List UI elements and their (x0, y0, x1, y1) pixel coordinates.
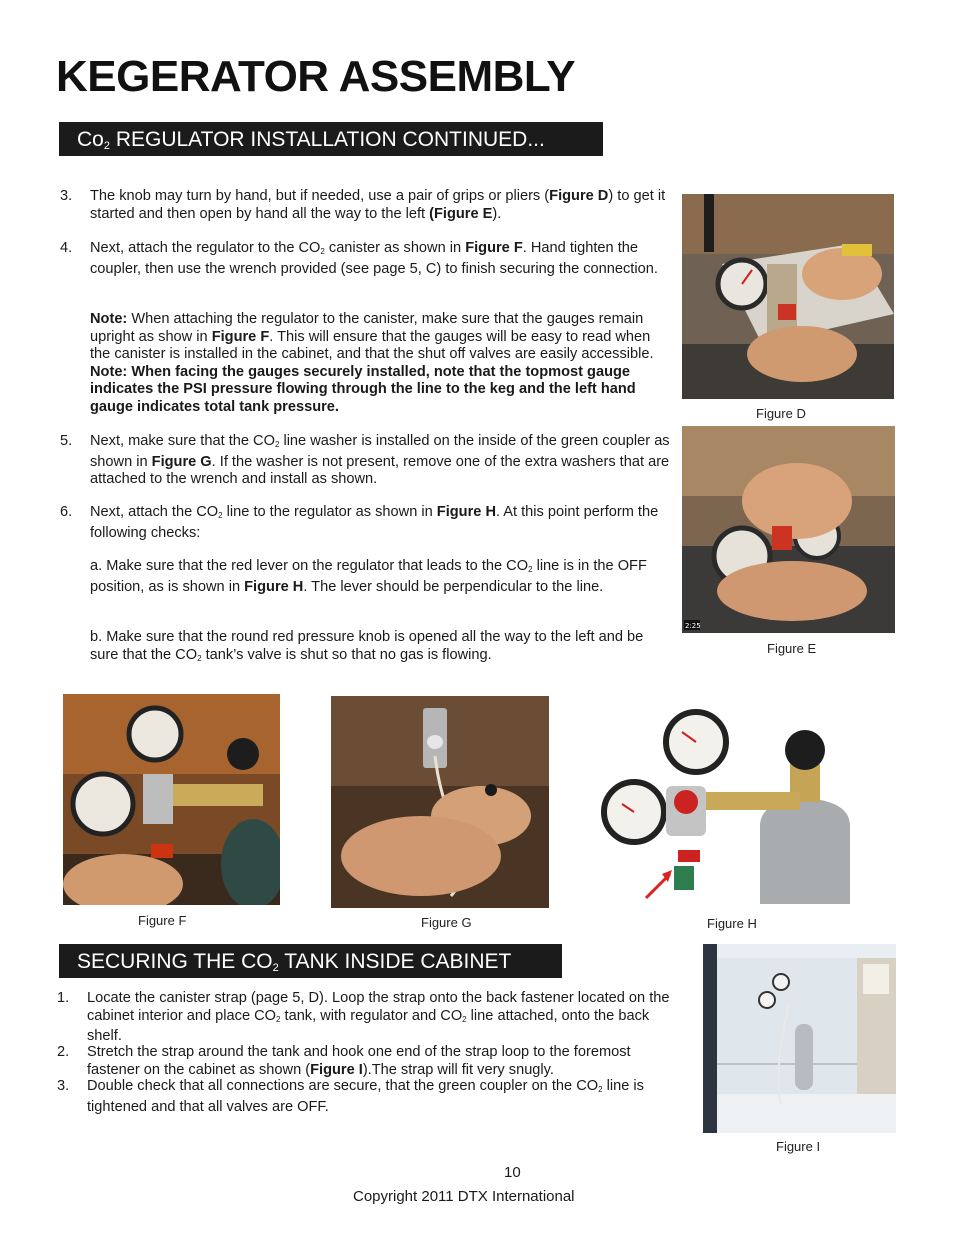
figure-d-photo (682, 194, 894, 399)
figure-f-photo (63, 694, 280, 905)
figure-i-photo (703, 944, 896, 1133)
secure-step-2-text: Stretch the strap around the tank and hook one end of the strap loop to the foremost fastener on the cabinet as shown (Figure I).The strap will fit very snugly. (87, 1044, 631, 1078)
note-gauges-text: Note: When attaching the regulator to the canister, make sure that the gauges remain upright as show in Figure F. This will ensure that the gauges will be easy to read when the canister is installed in the cabinet, and that the shut off valves are easily accessible. Note: When facing the gauges securely installed, note that the topmost gauge indicates the PSI pressure flowing through the line to the keg and the left hand gauge indicates total tank pressure. (90, 311, 654, 415)
step-5-text: Next, make sure that the $CO_2$ line washer is installed on the inside of the green coupler as shown in Figure G. If the washer is not present, remove one of the extra washers that are attached to the wrench and install as shown. (90, 433, 670, 488)
figure-i-caption: Figure I (776, 1139, 821, 1154)
figure-d-image (682, 194, 894, 399)
step-6-text: Next, attach the $CO_2$ line to the regulator as shown in Figure H. At this point perform the following checks: (90, 504, 659, 541)
figure-f-caption: Figure F (138, 913, 187, 928)
figure-d-caption: Figure D (756, 406, 806, 421)
figure-e-photo (682, 426, 895, 633)
check-b-text: b. Make sure that the round red pressure knob is opened all the way to the left and be sure that the $CO_2$ tank’s valve is shut so that no gas is flowing. (90, 629, 644, 663)
figure-g-caption: Figure G (421, 915, 472, 930)
page-number: 10 (504, 1164, 521, 1181)
section-header-regulator: $Co_2$ REGULATOR INSTALLATION CONTINUED... (59, 122, 603, 156)
secure-step-1-text: Locate the canister strap (page 5, D). Loop the strap onto the back fastener located on the cabinet interior and place $CO_2$ tank, with regulator and $CO_2$ line attached, onto the back shelf. (87, 990, 670, 1045)
figure-g-image (331, 696, 549, 908)
figure-i-image (703, 944, 896, 1133)
figure-h-caption: Figure H (707, 916, 757, 931)
video-timestamp: 2:25 (685, 622, 701, 630)
figure-e-caption: Figure E (767, 641, 817, 656)
figure-f-image (63, 694, 280, 905)
figure-e-image (682, 426, 895, 633)
copyright: Copyright 2011 DTX International (353, 1188, 575, 1205)
figure-g-photo (331, 696, 549, 908)
check-a-text: a. Make sure that the red lever on the regulator that leads to the $CO_2$ line is in the OFF position, as is shown in Figure H. The lever should be perpendicular to the line. (90, 558, 647, 595)
page-title: KEGERATOR ASSEMBLY (56, 52, 576, 101)
section-header-securing-tank: SECURING THE $CO_2$ TANK INSIDE CABINET (59, 944, 562, 978)
secure-step-3-text: Double check that all connections are secure, that the green coupler on the $CO_2$ line is tightened and that all valves are OFF. (87, 1078, 644, 1115)
figure-h-photo (600, 706, 862, 904)
step-4-text: Next, attach the regulator to the $CO_2$ canister as shown in Figure F. Hand tighten the coupler, then use the wrench provided (see page 5, C) to finish securing the connection. (90, 240, 658, 277)
figure-h-image (600, 706, 862, 904)
step-3-text: The knob may turn by hand, but if needed, use a pair of grips or pliers (Figure D) to get it started and then open by hand all the way to the left (Figure E). (90, 188, 666, 222)
